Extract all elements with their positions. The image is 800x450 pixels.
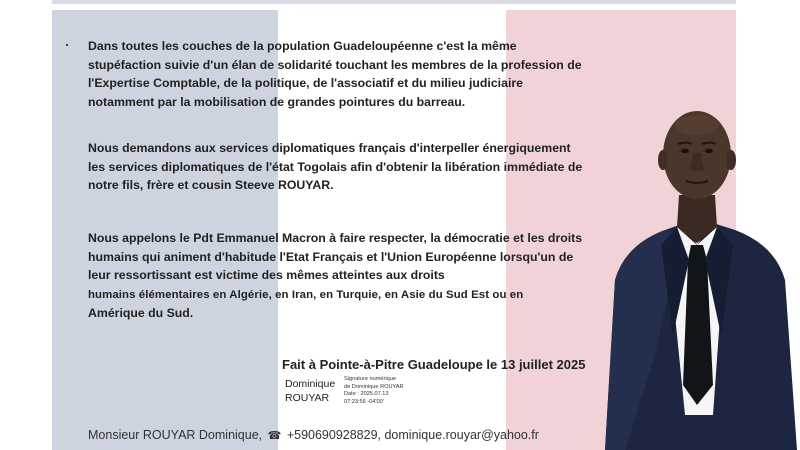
stamp-line: Date : 2025.07.13 — [344, 391, 389, 397]
signature-first-name: Dominique — [285, 378, 336, 390]
paragraph-appeal-end: Amérique du Sud. — [88, 306, 194, 320]
paragraph-solidarity: Dans toutes les couches de la population Guadeloupéenne c'est la même stupéfaction suivie d'un élan de solidarité touchant les membres de la profession de l'Expertise Comptable, de la politique, de l'associatif et du milieu judiciaire notamment par la mobilisation de grandes pointures du barreau. — [88, 39, 582, 109]
bullet-dot — [66, 44, 68, 46]
phone-icon: ☎ — [267, 430, 282, 442]
digital-signature-stamp — [344, 376, 474, 406]
place-date: Fait à Pointe-à-Pitre Guadeloupe le 13 juillet 2025 — [282, 357, 586, 372]
paragraph-appeal-main: Nous appelons le Pdt Emmanuel Macron à faire respecter, la démocratie et les droits humains qui animent d'habitude l'Etat Français et l'Union Européenne lorsqu'un de leur ressortissant est victime des mêmes atteintes aux droits — [88, 231, 583, 282]
signature-name — [285, 377, 335, 405]
paragraph-diplomatic-request: Nous demandons aux services diplomatiques français d'interpeller énergiquement les services diplomatiques de l'état Togolais afin d'obtenir la libération immédiate de notre fils, frère et cousin Steeve ROUYAR. — [88, 141, 583, 192]
footer-contact-details: +590690928829, dominique.rouyar@yahoo.fr — [286, 428, 539, 442]
signature-last-name: ROUYAR — [285, 392, 330, 404]
stamp-line: Signature numérique — [344, 376, 396, 382]
paragraph-appeal — [88, 229, 588, 323]
paragraph-appeal-small: humains élémentaires en Algérie, en Iran, en Turquie, en Asie du Sud Est ou en — [88, 288, 524, 301]
top-border — [52, 0, 736, 4]
stamp-line: 07:23:56 -04'00' — [344, 398, 384, 405]
portrait-photo — [585, 95, 800, 450]
footer-name: Monsieur ROUYAR Dominique, — [88, 428, 263, 442]
stamp-line: de Dominique ROUYAR — [344, 383, 404, 390]
footer-contact — [88, 428, 539, 442]
